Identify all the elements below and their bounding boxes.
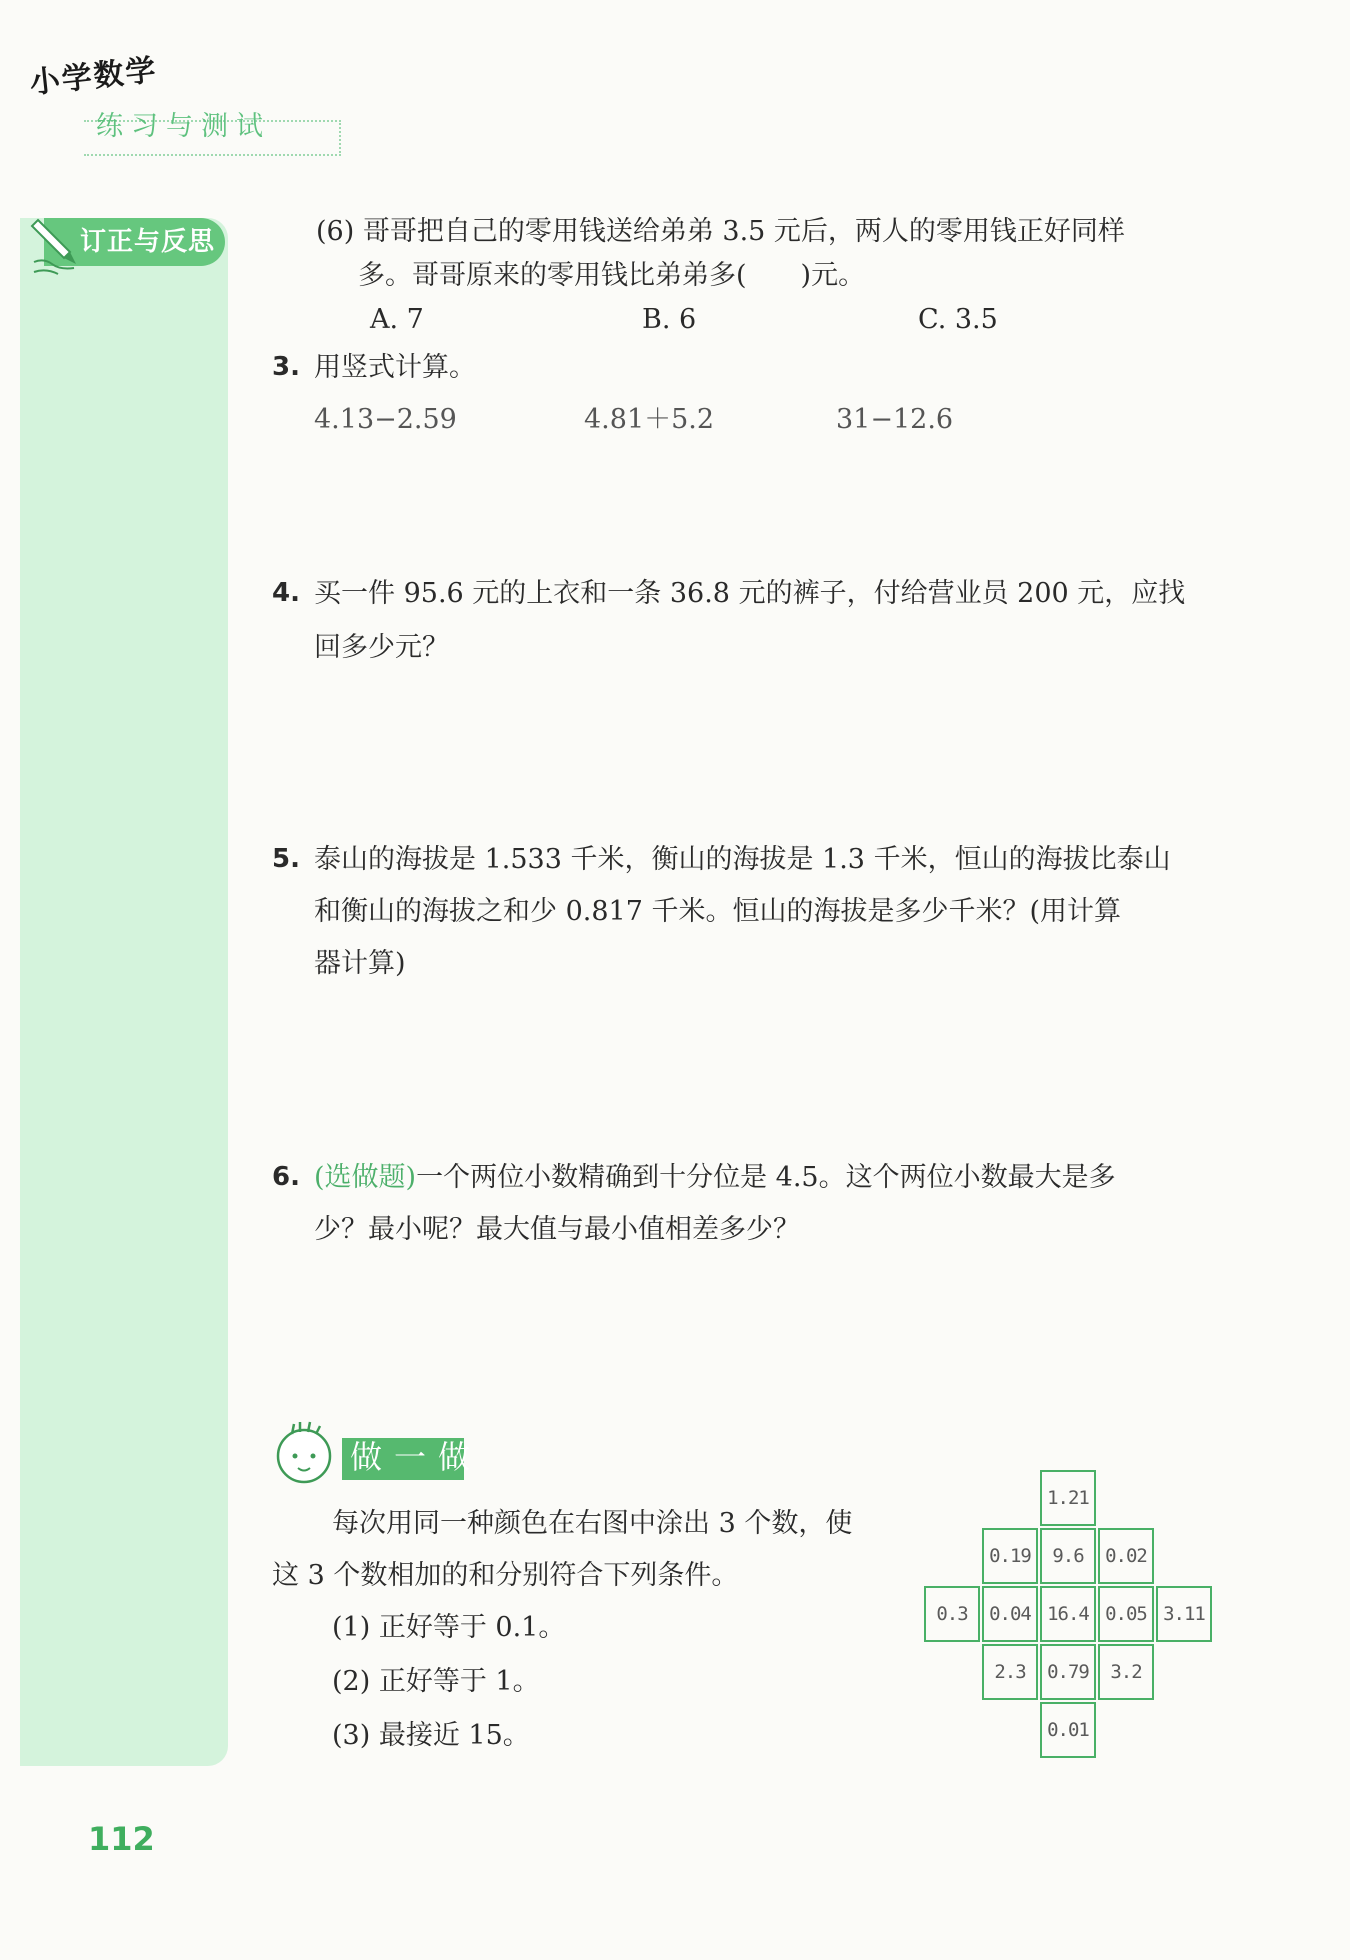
question-6-line1	[314, 1158, 1116, 1198]
sidebar-label: 订正与反思	[80, 227, 216, 257]
grid-cell[interactable]: 0.3	[924, 1586, 980, 1642]
condition-3: (3) 最接近 15。	[332, 1720, 530, 1751]
question-5-line3: 器计算)	[314, 948, 406, 979]
question-3-text: 用竖式计算。	[314, 352, 476, 383]
q6-sub-line1: (6) 哥哥把自己的零用钱送给弟弟 3.5 元后，两人的零用钱正好同样	[316, 216, 1125, 247]
grid-cell[interactable]: 16.4	[1040, 1586, 1096, 1642]
question-6-line1-text: 一个两位小数精确到十分位是 4.5。这个两位小数最大是多	[416, 1162, 1116, 1193]
option-c: C. 3.5	[918, 304, 998, 335]
question-4-line2: 回多少元？	[314, 632, 449, 663]
page-number: 112	[88, 1820, 155, 1858]
condition-1: (1) 正好等于 0.1。	[332, 1612, 566, 1643]
question-5-number: 5.	[272, 844, 300, 874]
grid-cell[interactable]: 0.05	[1098, 1586, 1154, 1642]
expression-1: 4.13−2.59	[314, 404, 457, 435]
grid-cell[interactable]: 0.79	[1040, 1644, 1096, 1700]
condition-2: (2) 正好等于 1。	[332, 1666, 540, 1697]
activity-line2: 这 3 个数相加的和分别符合下列条件。	[272, 1560, 739, 1591]
expression-3: 31−12.6	[836, 404, 954, 435]
optional-tag: (选做题)	[314, 1162, 417, 1193]
book-title: 小学数学	[28, 52, 160, 102]
grid-cell[interactable]: 0.02	[1098, 1528, 1154, 1584]
question-4-line1: 买一件 95.6 元的上衣和一条 36.8 元的裤子，付给营业员 200 元，应找	[314, 578, 1186, 609]
question-5-line1: 泰山的海拔是 1.533 千米，衡山的海拔是 1.3 千米，恒山的海拔比泰山	[314, 844, 1171, 875]
q6-sub-line2: 多。哥哥原来的零用钱比弟弟多( )元。	[358, 260, 866, 291]
pencil-icon	[30, 212, 90, 282]
grid-cell[interactable]: 3.2	[1098, 1644, 1154, 1700]
question-6-number: 6.	[272, 1162, 300, 1192]
option-a: A. 7	[370, 304, 424, 335]
grid-cell[interactable]: 0.01	[1040, 1702, 1096, 1758]
grid-cell[interactable]: 3.11	[1156, 1586, 1212, 1642]
book-subtitle: 练习与测试	[96, 111, 271, 142]
grid-cell[interactable]: 0.04	[982, 1586, 1038, 1642]
question-3-number: 3.	[272, 352, 300, 382]
expression-2: 4.81＋5.2	[584, 404, 715, 435]
child-face-icon	[270, 1420, 338, 1488]
grid-cell[interactable]: 9.6	[1040, 1528, 1096, 1584]
question-5-line2: 和衡山的海拔之和少 0.817 千米。恒山的海拔是多少千米？(用计算	[314, 896, 1121, 927]
activity-line1: 每次用同一种颜色在右图中涂出 3 个数，使	[332, 1508, 853, 1539]
correction-sidebar	[20, 218, 228, 1766]
question-4-number: 4.	[272, 578, 300, 608]
question-6-line2: 少？最小呢？最大值与最小值相差多少？	[314, 1214, 800, 1245]
number-grid	[924, 1470, 1214, 1760]
activity-title: 做一做	[350, 1438, 483, 1476]
grid-cell[interactable]: 0.19	[982, 1528, 1038, 1584]
grid-cell[interactable]: 1.21	[1040, 1470, 1096, 1526]
grid-cell[interactable]: 2.3	[982, 1644, 1038, 1700]
option-b: B. 6	[642, 304, 697, 335]
